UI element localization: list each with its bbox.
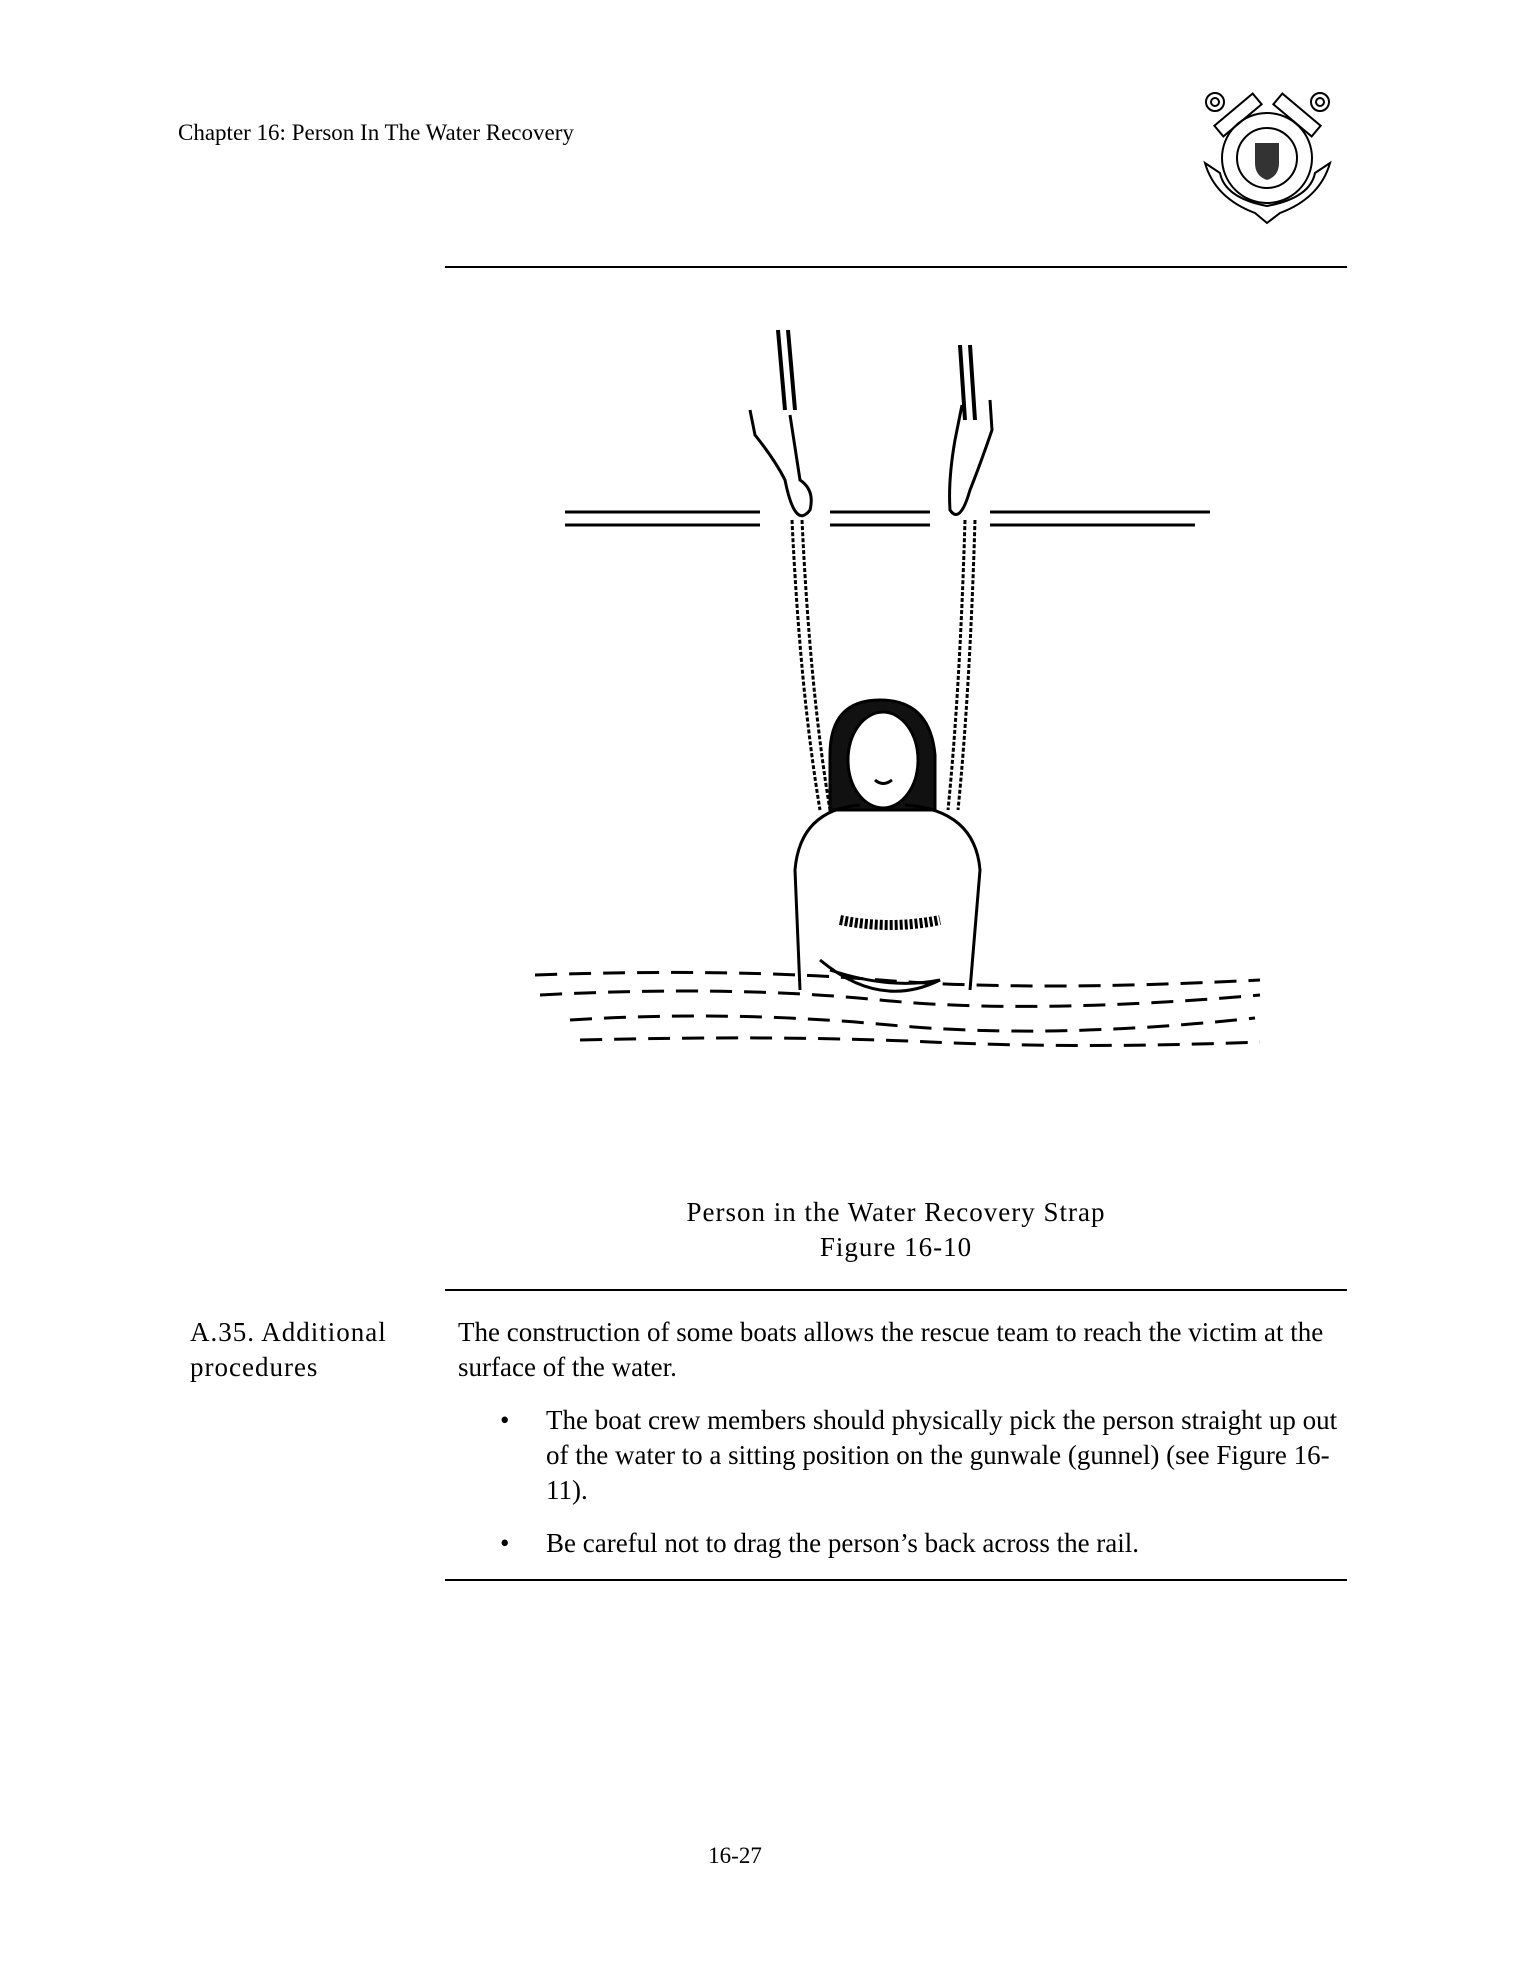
- coast-guard-seal-logo: [1195, 88, 1340, 228]
- figure-number: Figure 16-10: [819, 1232, 973, 1262]
- bottom-divider: [445, 1579, 1347, 1581]
- section-label: A.35. Additional procedures: [190, 1317, 387, 1382]
- intro-paragraph: The construction of some boats allows the rescue team to reach the victim at the surface of the water.: [458, 1317, 1324, 1382]
- chapter-header: Chapter 16: Person In The Water Recovery: [178, 120, 574, 145]
- bullet-item: [458, 1526, 1348, 1561]
- bullet-icon: •: [500, 1528, 510, 1558]
- figure-caption: Person in the Water Recovery Strap: [686, 1197, 1106, 1227]
- bullet-item: [458, 1403, 1348, 1508]
- top-divider: [445, 266, 1347, 268]
- bullet-text: The boat crew members should physically pick the person straight up out of the water to a sitting position on the gunwale (gunnel) (see Figure 16-11).: [546, 1405, 1338, 1505]
- caption-divider: [445, 1289, 1347, 1291]
- bullet-text: Be careful not to drag the person’s back across the rail.: [546, 1528, 1140, 1558]
- bullet-icon: •: [500, 1405, 510, 1435]
- page-number: 16-27: [708, 1843, 762, 1868]
- section-body: [458, 1315, 1348, 1579]
- recovery-strap-illustration: [530, 290, 1265, 1195]
